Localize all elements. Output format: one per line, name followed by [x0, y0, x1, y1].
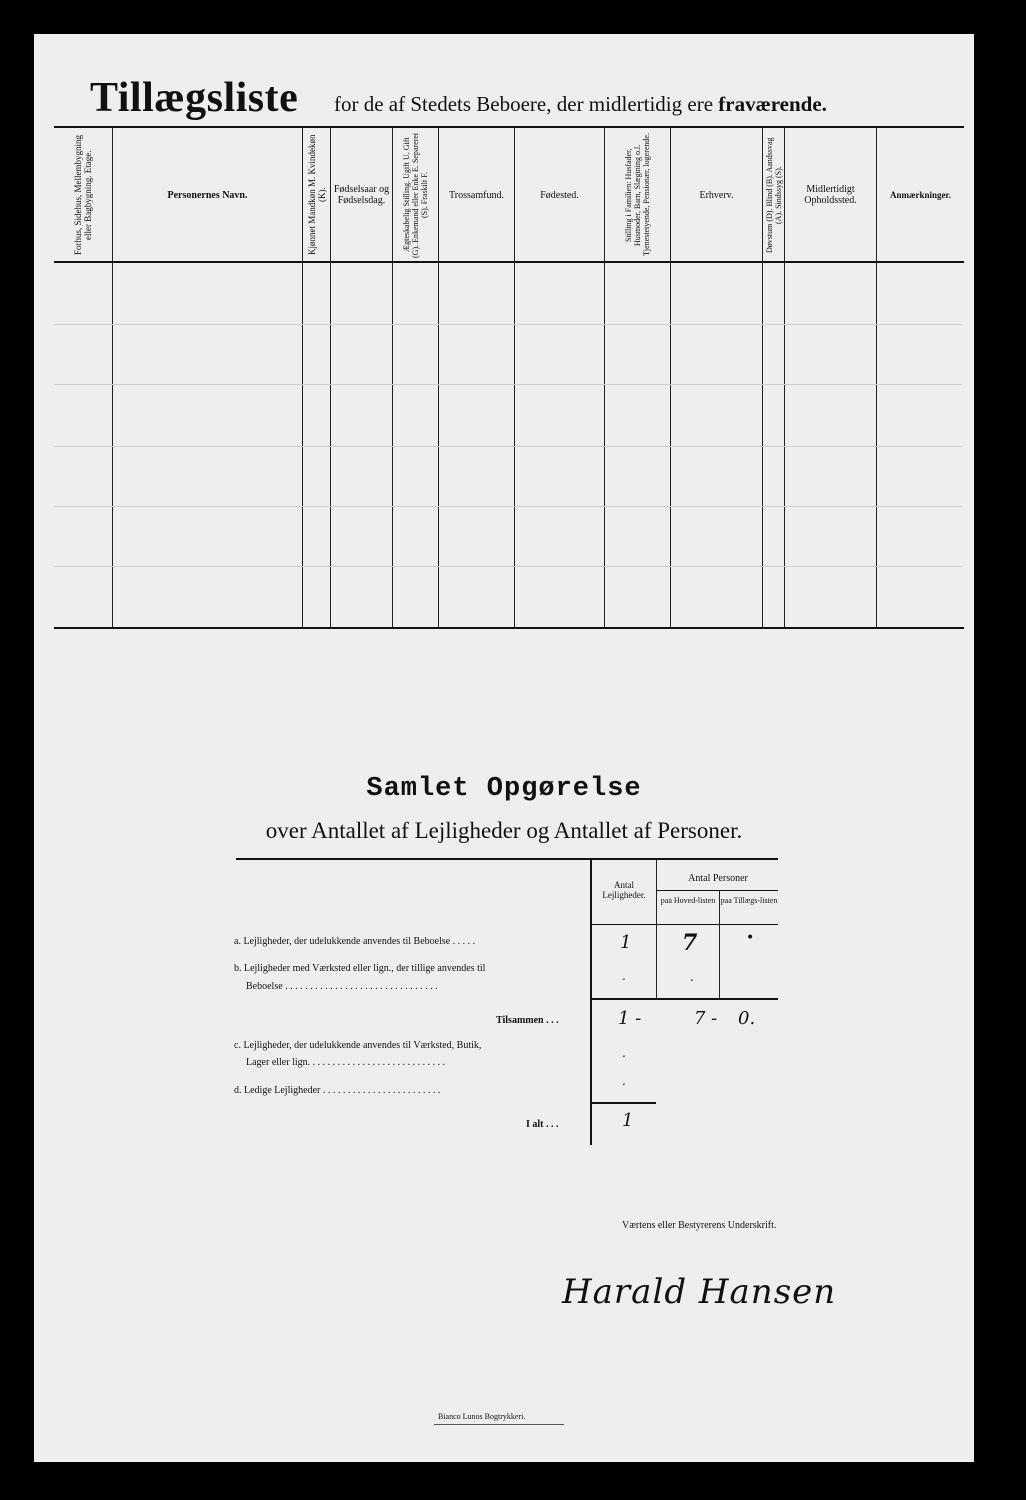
row-all-label: I alt . . .	[526, 1119, 559, 1130]
row-a-main: 7	[682, 930, 698, 956]
total-supp: 0.	[738, 1008, 756, 1029]
header-temp-residence: Midlertidigt Opholdssted.	[804, 184, 857, 206]
header-disability-text: Døvstum (D). Blind (B). Aandssvag (A). Sindssyg (S).	[764, 137, 783, 253]
row-c-apartments: .	[622, 1046, 626, 1060]
signature-label: Værtens eller Bestyrerens Underskrift.	[622, 1220, 777, 1231]
row-b-label-2: Beboelse . . . . . . . . . . . . . . . . . . . . . . . . . . . . . . .	[246, 981, 438, 992]
summary-subtitle: over Antallet af Lejligheder og Antallet af Personer.	[265, 818, 743, 843]
form-title-rest	[334, 92, 827, 117]
row-d-apartments: .	[622, 1074, 626, 1088]
signature: Harald Hansen	[562, 1272, 837, 1312]
summary-rule	[590, 924, 778, 925]
printer-rule	[434, 1424, 564, 1425]
header-building-text: Forhus, Sidehus, Mellembygning eller Bagbygning. Etage.	[73, 135, 93, 256]
col-main-list: paa Hoved-listen	[660, 896, 716, 905]
all-apartments: 1	[622, 1110, 634, 1131]
row-total-label: Tilsammen . . .	[496, 1015, 559, 1026]
table-row	[54, 384, 962, 385]
header-disability	[763, 130, 784, 260]
header-religion: Trossamfund.	[449, 189, 504, 201]
summary-rule	[656, 890, 778, 891]
col-apartments: Antal Lejligheder.	[602, 880, 646, 900]
header-sex-text: Kjønnet Mandkøn M. Kvindekøn (K).	[306, 134, 327, 256]
total-main: 7 -	[694, 1008, 718, 1029]
header-birthplace: Fødested.	[540, 189, 579, 201]
summary-all-rule	[590, 1102, 656, 1104]
row-b-main: .	[690, 970, 694, 984]
summary-divider	[656, 860, 657, 1000]
row-d-label: d. Ledige Lejligheder . . . . . . . . . . . . . . . . . . . . . . . .	[234, 1085, 441, 1096]
form-title	[90, 74, 970, 124]
header-bottom-rule	[54, 261, 964, 263]
summary-title: Samlet Opgørelse	[366, 774, 642, 804]
col-persons: Antal Personer	[688, 873, 748, 884]
row-b-label-1: b. Lejligheder med Værksted eller lign., der tillige anvendes til	[234, 963, 486, 974]
header-building	[54, 130, 112, 260]
summary-top-rule	[236, 858, 778, 860]
form-title-text: for de af Stedets Beboere, der midlertidig ere	[334, 92, 714, 116]
row-a-supp: •	[746, 930, 755, 946]
header-family-position-text: Stilling i Familien: Husfader, Husmoder, Barn, Slægtning o.l. Tjenestetyende, Pensionær, logerende.	[624, 133, 651, 257]
header-occupation: Erhverv.	[699, 189, 734, 201]
table-row	[54, 506, 962, 507]
header-birth: Fødselsaar og Fødselsdag.	[333, 184, 390, 206]
form-title-emphasis: fraværende.	[718, 92, 827, 116]
header-sex	[303, 130, 330, 260]
census-form-page	[34, 34, 974, 1462]
summary-divider	[719, 890, 720, 1000]
header-names: Personernes Navn.	[167, 189, 248, 201]
row-a-label: a. Lejligheder, der udelukkende anvendes til Beboelse . . . . .	[234, 936, 476, 947]
row-c-label-2: Lager eller lign. . . . . . . . . . . . . . . . . . . . . . . . . . . .	[246, 1057, 446, 1068]
row-c-label-1: c. Lejligheder, der udelukkende anvendes til Værksted, Butik,	[234, 1040, 482, 1051]
table-row	[54, 446, 962, 447]
header-remarks: Anmærkninger.	[890, 189, 951, 200]
table-top-rule	[54, 126, 964, 128]
table-row	[54, 324, 962, 325]
table-row	[54, 566, 962, 567]
row-b-apartments: -	[622, 974, 626, 985]
header-marital-text: Ægteskabelig Stilling. Ugift U. Gift (G). Enkemand eller Enke E. Separeret (S). Fraskilt F.	[402, 132, 429, 258]
printer-imprint: Bianco Lunos Bogtrykkeri.	[438, 1412, 526, 1421]
table-bottom-rule	[54, 627, 964, 629]
form-title-main: Tillægsliste	[90, 75, 299, 121]
total-apartments: 1 -	[618, 1008, 642, 1029]
header-marital	[393, 130, 438, 260]
col-supp-list: paa Tillægs-listen	[720, 896, 778, 905]
summary-total-rule	[590, 998, 778, 1000]
header-family-position	[605, 130, 670, 260]
row-a-apartments: 1	[620, 932, 632, 953]
